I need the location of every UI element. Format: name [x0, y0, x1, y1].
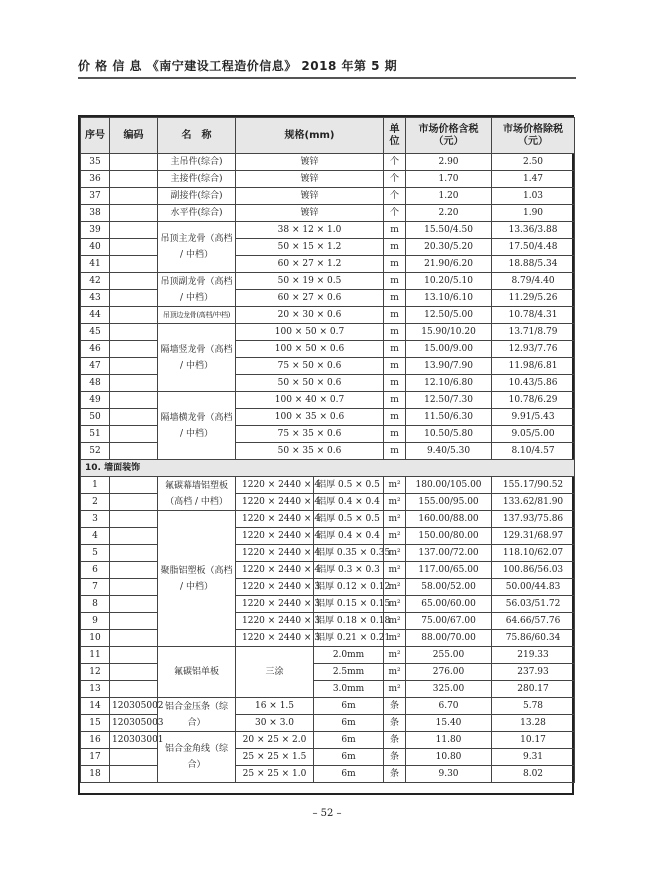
spec-cell: 75 × 35 × 0.6: [236, 426, 384, 443]
spec-thickness-cell: 铝厚 0.3 × 0.3: [314, 562, 384, 579]
table-row: [81, 290, 575, 307]
seq-cell: 45: [81, 324, 110, 341]
price-tax-cell: 117.00/65.00: [406, 562, 492, 579]
item-name-cell: 副接件(综合): [158, 188, 236, 205]
price-tax-cell: 160.00/88.00: [406, 511, 492, 528]
spec-thickness-cell: 铝厚 0.5 × 0.5: [314, 511, 384, 528]
unit-cell: m: [384, 392, 406, 409]
header-seq: 序号: [81, 118, 110, 154]
page-header: 价 格 信 息 《南宁建设工程造价信息》 2018 年第 5 期: [78, 57, 576, 79]
code-cell: [110, 392, 158, 409]
spec-thickness-cell: 3.0mm: [314, 681, 384, 698]
unit-cell: m²: [384, 511, 406, 528]
price-notax-cell: 9.31: [492, 749, 575, 766]
spec-cell: 镀锌: [236, 154, 384, 171]
spec-thickness-cell: 铝厚 0.35 × 0.35: [314, 545, 384, 562]
price-notax-cell: 219.33: [492, 647, 575, 664]
item-name-cell: 隔墙横龙骨（高档 / 中档）: [158, 392, 236, 460]
code-cell: 120305002: [110, 698, 158, 715]
unit-cell: 条: [384, 766, 406, 783]
unit-cell: 条: [384, 715, 406, 732]
table-row: [81, 596, 575, 613]
header-unit: 单位: [384, 118, 406, 154]
unit-cell: m: [384, 324, 406, 341]
unit-cell: m²: [384, 596, 406, 613]
price-notax-cell: 237.93: [492, 664, 575, 681]
seq-cell: 48: [81, 375, 110, 392]
item-name-cell: 聚脂铝塑板（高档 / 中档）: [158, 511, 236, 647]
spec-cell: 50 × 50 × 0.6: [236, 375, 384, 392]
price-notax-cell: 1.47: [492, 171, 575, 188]
unit-cell: m²: [384, 494, 406, 511]
price-tax-cell: 2.20: [406, 205, 492, 222]
price-notax-cell: 9.05/5.00: [492, 426, 575, 443]
item-name-cell: 主吊件(综合): [158, 154, 236, 171]
table-row: [81, 545, 575, 562]
unit-cell: m: [384, 443, 406, 460]
item-name-cell: 铝合金压条（综合）: [158, 698, 236, 732]
price-notax-cell: 100.86/56.03: [492, 562, 575, 579]
table-row: [81, 681, 575, 698]
price-tax-cell: 13.10/6.10: [406, 290, 492, 307]
table-row: [81, 664, 575, 681]
price-notax-cell: 8.79/4.40: [492, 273, 575, 290]
unit-cell: m: [384, 375, 406, 392]
seq-cell: 1: [81, 477, 110, 494]
spec-coating-cell: 三涂: [236, 647, 314, 698]
price-notax-cell: 133.62/81.90: [492, 494, 575, 511]
spec-cell: 20 × 30 × 0.6: [236, 307, 384, 324]
seq-cell: 41: [81, 256, 110, 273]
price-tax-cell: 13.90/7.90: [406, 358, 492, 375]
section-title: 10. 墙面装饰: [81, 460, 575, 477]
price-tax-cell: 9.30: [406, 766, 492, 783]
seq-cell: 18: [81, 766, 110, 783]
spec-size-cell: 1220 × 2440 × 4: [236, 562, 314, 579]
seq-cell: 39: [81, 222, 110, 239]
price-tax-cell: 11.80: [406, 732, 492, 749]
price-tax-cell: 15.00/9.00: [406, 341, 492, 358]
price-notax-cell: 13.28: [492, 715, 575, 732]
seq-cell: 51: [81, 426, 110, 443]
table-row: [81, 154, 575, 171]
item-name-cell: 吊顶主龙骨（高档 / 中档）: [158, 222, 236, 273]
code-cell: [110, 681, 158, 698]
price-notax-cell: 1.03: [492, 188, 575, 205]
table-row: [81, 579, 575, 596]
header-spec: 规格(mm): [236, 118, 384, 154]
price-notax-cell: 13.71/8.79: [492, 324, 575, 341]
spec-length-cell: 6m: [314, 749, 384, 766]
spec-cell: 镀锌: [236, 188, 384, 205]
code-cell: [110, 426, 158, 443]
price-tax-cell: 20.30/5.20: [406, 239, 492, 256]
price-table: [80, 117, 575, 783]
unit-cell: m: [384, 222, 406, 239]
table-row: [81, 511, 575, 528]
seq-cell: 46: [81, 341, 110, 358]
unit-cell: m: [384, 273, 406, 290]
code-cell: [110, 341, 158, 358]
code-cell: [110, 477, 158, 494]
table-row: [81, 715, 575, 732]
code-cell: [110, 443, 158, 460]
price-tax-cell: 65.00/60.00: [406, 596, 492, 613]
code-cell: [110, 273, 158, 290]
unit-cell: m: [384, 409, 406, 426]
table-row: [81, 647, 575, 664]
price-notax-cell: 118.10/62.07: [492, 545, 575, 562]
price-notax-cell: 11.98/6.81: [492, 358, 575, 375]
seq-cell: 3: [81, 511, 110, 528]
unit-cell: 个: [384, 188, 406, 205]
page-number: – 52 –: [312, 808, 342, 819]
table-row: [81, 749, 575, 766]
price-tax-cell: 6.70: [406, 698, 492, 715]
item-name-cell: 水平件(综合): [158, 205, 236, 222]
spec-cell: 镀锌: [236, 205, 384, 222]
table-row: [81, 205, 575, 222]
code-cell: [110, 613, 158, 630]
spec-size-cell: 1220 × 2440 × 3: [236, 579, 314, 596]
seq-cell: 2: [81, 494, 110, 511]
spec-cell: 60 × 27 × 1.2: [236, 256, 384, 273]
table-row: [81, 188, 575, 205]
table-row: [81, 494, 575, 511]
table-row: [81, 528, 575, 545]
code-cell: [110, 630, 158, 647]
unit-cell: 个: [384, 154, 406, 171]
seq-cell: 12: [81, 664, 110, 681]
price-notax-cell: 2.50: [492, 154, 575, 171]
seq-cell: 47: [81, 358, 110, 375]
spec-thickness-cell: 2.0mm: [314, 647, 384, 664]
table-row: [81, 341, 575, 358]
price-notax-cell: 64.66/57.76: [492, 613, 575, 630]
spec-size-cell: 1220 × 2440 × 4: [236, 545, 314, 562]
item-name-cell: 吊顶副龙骨（高档 / 中档）: [158, 273, 236, 307]
price-notax-cell: 280.17: [492, 681, 575, 698]
table-row: [81, 307, 575, 324]
code-cell: [110, 562, 158, 579]
code-cell: [110, 290, 158, 307]
price-table-frame: [78, 115, 574, 795]
spec-cell: 100 × 50 × 0.7: [236, 324, 384, 341]
table-row: [81, 392, 575, 409]
spec-size-cell: 30 × 3.0: [236, 715, 314, 732]
code-cell: [110, 375, 158, 392]
table-row: [81, 171, 575, 188]
table-row: [81, 375, 575, 392]
price-tax-cell: 9.40/5.30: [406, 443, 492, 460]
code-cell: [110, 205, 158, 222]
seq-cell: 15: [81, 715, 110, 732]
seq-cell: 52: [81, 443, 110, 460]
price-tax-cell: 10.20/5.10: [406, 273, 492, 290]
price-tax-cell: 15.90/10.20: [406, 324, 492, 341]
spec-size-cell: 1220 × 2440 × 3: [236, 630, 314, 647]
spec-cell: 100 × 50 × 0.6: [236, 341, 384, 358]
seq-cell: 40: [81, 239, 110, 256]
unit-cell: 条: [384, 698, 406, 715]
spec-cell: 100 × 35 × 0.6: [236, 409, 384, 426]
price-notax-cell: 155.17/90.52: [492, 477, 575, 494]
price-notax-cell: 8.10/4.57: [492, 443, 575, 460]
header-name: 名 称: [158, 118, 236, 154]
code-cell: 120303001: [110, 732, 158, 749]
code-cell: [110, 511, 158, 528]
unit-cell: m²: [384, 562, 406, 579]
price-tax-cell: 255.00: [406, 647, 492, 664]
seq-cell: 8: [81, 596, 110, 613]
table-row: [81, 273, 575, 290]
code-cell: [110, 239, 158, 256]
code-cell: [110, 494, 158, 511]
spec-cell: 75 × 50 × 0.6: [236, 358, 384, 375]
unit-cell: m²: [384, 579, 406, 596]
seq-cell: 43: [81, 290, 110, 307]
seq-cell: 5: [81, 545, 110, 562]
price-notax-cell: 10.78/6.29: [492, 392, 575, 409]
item-name-cell: 吊顶边龙骨(高档/中档): [158, 307, 236, 324]
code-cell: [110, 749, 158, 766]
seq-cell: 6: [81, 562, 110, 579]
price-tax-cell: 1.20: [406, 188, 492, 205]
spec-cell: 50 × 35 × 0.6: [236, 443, 384, 460]
table-row: [81, 613, 575, 630]
spec-thickness-cell: 铝厚 0.4 × 0.4: [314, 528, 384, 545]
price-notax-cell: 56.03/51.72: [492, 596, 575, 613]
unit-cell: m: [384, 290, 406, 307]
price-tax-cell: 10.50/5.80: [406, 426, 492, 443]
table-row: [81, 460, 575, 477]
code-cell: [110, 188, 158, 205]
spec-thickness-cell: 铝厚 0.4 × 0.4: [314, 494, 384, 511]
spec-size-cell: 1220 × 2440 × 4: [236, 477, 314, 494]
table-row: [81, 443, 575, 460]
code-cell: [110, 154, 158, 171]
code-cell: [110, 307, 158, 324]
unit-cell: 个: [384, 205, 406, 222]
spec-cell: 50 × 19 × 0.5: [236, 273, 384, 290]
spec-size-cell: 1220 × 2440 × 3: [236, 613, 314, 630]
code-cell: [110, 324, 158, 341]
seq-cell: 14: [81, 698, 110, 715]
price-tax-cell: 137.00/72.00: [406, 545, 492, 562]
price-notax-cell: 17.50/4.48: [492, 239, 575, 256]
price-notax-cell: 5.78: [492, 698, 575, 715]
price-tax-cell: 1.70: [406, 171, 492, 188]
unit-cell: m²: [384, 528, 406, 545]
spec-thickness-cell: 铝厚 0.18 × 0.18: [314, 613, 384, 630]
seq-cell: 37: [81, 188, 110, 205]
price-tax-cell: 11.50/6.30: [406, 409, 492, 426]
spec-size-cell: 1220 × 2440 × 4: [236, 494, 314, 511]
price-tax-cell: 325.00: [406, 681, 492, 698]
price-notax-cell: 1.90: [492, 205, 575, 222]
seq-cell: 10: [81, 630, 110, 647]
seq-cell: 16: [81, 732, 110, 749]
price-notax-cell: 10.43/5.86: [492, 375, 575, 392]
price-notax-cell: 10.17: [492, 732, 575, 749]
unit-cell: 条: [384, 732, 406, 749]
code-cell: [110, 256, 158, 273]
seq-cell: 9: [81, 613, 110, 630]
code-cell: [110, 409, 158, 426]
spec-size-cell: 20 × 25 × 2.0: [236, 732, 314, 749]
unit-cell: m²: [384, 477, 406, 494]
seq-cell: 49: [81, 392, 110, 409]
price-tax-cell: 12.50/5.00: [406, 307, 492, 324]
code-cell: [110, 358, 158, 375]
price-notax-cell: 137.93/75.86: [492, 511, 575, 528]
unit-cell: m²: [384, 647, 406, 664]
table-row: [81, 698, 575, 715]
seq-cell: 38: [81, 205, 110, 222]
price-notax-cell: 13.36/3.88: [492, 222, 575, 239]
unit-cell: m: [384, 256, 406, 273]
spec-cell: 38 × 12 × 1.0: [236, 222, 384, 239]
table-row: [81, 562, 575, 579]
price-notax-cell: 11.29/5.26: [492, 290, 575, 307]
price-tax-cell: 2.90: [406, 154, 492, 171]
spec-size-cell: 1220 × 2440 × 4: [236, 511, 314, 528]
price-tax-cell: 155.00/95.00: [406, 494, 492, 511]
code-cell: [110, 596, 158, 613]
seq-cell: 11: [81, 647, 110, 664]
code-cell: [110, 222, 158, 239]
price-tax-cell: 12.10/6.80: [406, 375, 492, 392]
unit-cell: m: [384, 307, 406, 324]
spec-cell: 100 × 40 × 0.7: [236, 392, 384, 409]
unit-cell: m: [384, 358, 406, 375]
seq-cell: 44: [81, 307, 110, 324]
table-row: [81, 732, 575, 749]
spec-size-cell: 1220 × 2440 × 4: [236, 528, 314, 545]
price-tax-cell: 10.80: [406, 749, 492, 766]
seq-cell: 42: [81, 273, 110, 290]
table-row: [81, 358, 575, 375]
spec-length-cell: 6m: [314, 715, 384, 732]
unit-cell: 个: [384, 171, 406, 188]
price-notax-cell: 50.00/44.83: [492, 579, 575, 596]
code-cell: [110, 545, 158, 562]
unit-cell: m: [384, 239, 406, 256]
code-cell: [110, 579, 158, 596]
table-row: [81, 324, 575, 341]
code-cell: [110, 647, 158, 664]
table-row: [81, 239, 575, 256]
price-tax-cell: 15.50/4.50: [406, 222, 492, 239]
price-notax-cell: 12.93/7.76: [492, 341, 575, 358]
price-notax-cell: 18.88/5.34: [492, 256, 575, 273]
price-tax-cell: 276.00: [406, 664, 492, 681]
price-tax-cell: 75.00/67.00: [406, 613, 492, 630]
seq-cell: 17: [81, 749, 110, 766]
price-notax-cell: 8.02: [492, 766, 575, 783]
spec-thickness-cell: 铝厚 0.12 × 0.12: [314, 579, 384, 596]
price-tax-cell: 150.00/80.00: [406, 528, 492, 545]
seq-cell: 36: [81, 171, 110, 188]
spec-length-cell: 6m: [314, 698, 384, 715]
spec-size-cell: 1220 × 2440 × 3: [236, 596, 314, 613]
table-row: [81, 409, 575, 426]
table-row: [81, 766, 575, 783]
code-cell: [110, 171, 158, 188]
price-tax-cell: 58.00/52.00: [406, 579, 492, 596]
unit-cell: m²: [384, 630, 406, 647]
price-tax-cell: 88.00/70.00: [406, 630, 492, 647]
code-cell: 120305003: [110, 715, 158, 732]
unit-cell: m²: [384, 681, 406, 698]
price-notax-cell: 10.78/4.31: [492, 307, 575, 324]
seq-cell: 13: [81, 681, 110, 698]
item-name-cell: 主接件(综合): [158, 171, 236, 188]
spec-thickness-cell: 铝厚 0.5 × 0.5: [314, 477, 384, 494]
spec-size-cell: 25 × 25 × 1.0: [236, 766, 314, 783]
table-row: [81, 477, 575, 494]
code-cell: [110, 664, 158, 681]
spec-size-cell: 16 × 1.5: [236, 698, 314, 715]
spec-cell: 50 × 15 × 1.2: [236, 239, 384, 256]
price-tax-cell: 21.90/6.20: [406, 256, 492, 273]
item-name-cell: 铝合金角线（综合）: [158, 732, 236, 783]
seq-cell: 7: [81, 579, 110, 596]
header-code: 编码: [110, 118, 158, 154]
unit-cell: m: [384, 341, 406, 358]
spec-cell: 60 × 27 × 0.6: [236, 290, 384, 307]
spec-length-cell: 6m: [314, 732, 384, 749]
unit-cell: m²: [384, 545, 406, 562]
unit-cell: m²: [384, 664, 406, 681]
price-tax-cell: 15.40: [406, 715, 492, 732]
price-notax-cell: 9.91/5.43: [492, 409, 575, 426]
spec-thickness-cell: 铝厚 0.15 × 0.15: [314, 596, 384, 613]
price-tax-cell: 180.00/105.00: [406, 477, 492, 494]
item-name-cell: 氟碳幕墙铝塑板（高档 / 中档）: [158, 477, 236, 511]
header-price-notax: 市场价格除税（元）: [492, 118, 575, 154]
price-notax-cell: 129.31/68.97: [492, 528, 575, 545]
item-name-cell: 氟碳铝单板: [158, 647, 236, 698]
seq-cell: 50: [81, 409, 110, 426]
spec-thickness-cell: 铝厚 0.21 × 0.21: [314, 630, 384, 647]
unit-cell: 条: [384, 749, 406, 766]
spec-length-cell: 6m: [314, 766, 384, 783]
unit-cell: m: [384, 426, 406, 443]
spec-cell: 镀锌: [236, 171, 384, 188]
price-tax-cell: 12.50/7.30: [406, 392, 492, 409]
item-name-cell: 隔墙竖龙骨（高档 / 中档）: [158, 324, 236, 392]
table-row: [81, 426, 575, 443]
seq-cell: 35: [81, 154, 110, 171]
spec-size-cell: 25 × 25 × 1.5: [236, 749, 314, 766]
spec-thickness-cell: 2.5mm: [314, 664, 384, 681]
table-row: [81, 222, 575, 239]
header-price-tax: 市场价格含税（元）: [406, 118, 492, 154]
code-cell: [110, 766, 158, 783]
table-row: [81, 256, 575, 273]
seq-cell: 4: [81, 528, 110, 545]
code-cell: [110, 528, 158, 545]
table-row: [81, 630, 575, 647]
table-row: [81, 118, 575, 154]
unit-cell: m²: [384, 613, 406, 630]
price-notax-cell: 75.86/60.34: [492, 630, 575, 647]
